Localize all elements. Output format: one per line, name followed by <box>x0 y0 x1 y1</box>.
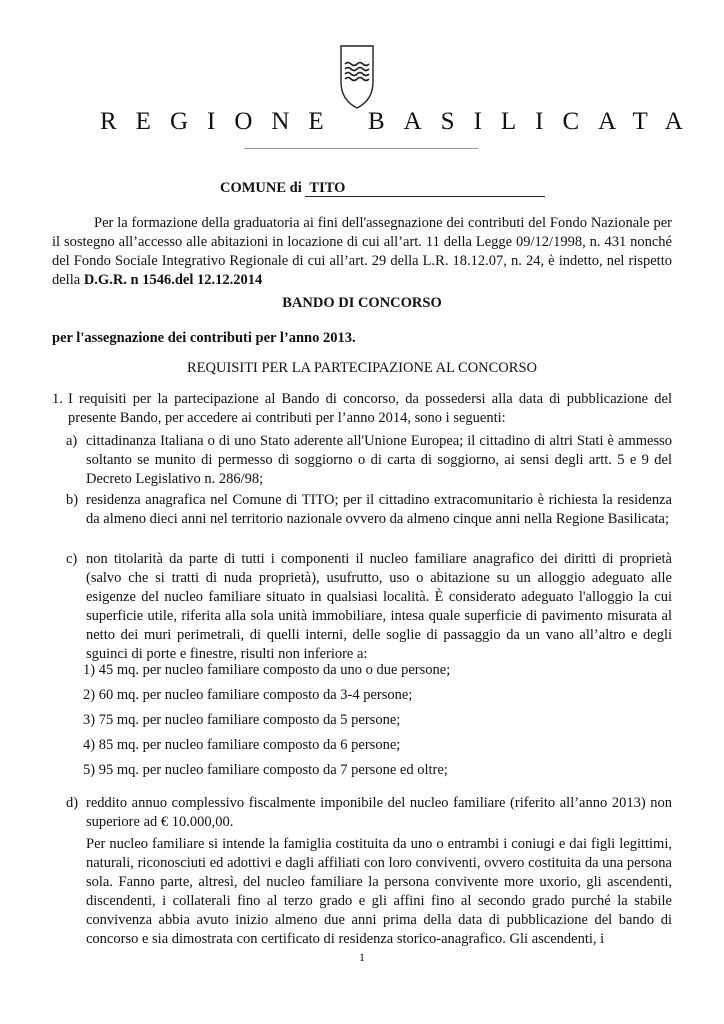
subitem-text: non titolarità da parte di tutti i componenti il nucleo familiare anagrafico dei diritti di proprietà (salvo che si tratti di nuda proprietà), usufrutto, uso o abitazione su un alloggio adeguato alle esigenze del nucleo familiare situato in qualsiasi località. È considerato adeguato l'alloggio la cui superficie utile, riferita alla sola unità immobiliare, intesa quale superficie di pavimento misurata al netto dei muri perimetrali, di quelli interni, delle soglie di passaggio da un vano all’altro e degli sguinci di porte e finestre, risulti non inferiore a: <box>86 551 672 662</box>
subitem-label: a) <box>66 433 78 449</box>
subitem-d <box>66 794 672 832</box>
subitem-label: c) <box>66 551 78 567</box>
surface-list-item: 5) 95 mq. per nucleo familiare composto da 7 persone ed oltre; <box>83 762 448 778</box>
surface-list-item: 2) 60 mq. per nucleo familiare composto da 3-4 persone; <box>83 687 413 703</box>
requisiti-title: REQUISITI PER LA PARTECIPAZIONE AL CONCORSO <box>187 360 537 376</box>
subitem-text: residenza anagrafica nel Comune di TITO; per il cittadino extracomunitario è richiesta la residenza da almeno dieci anni nel territorio nazionale ovvero da almeno cinque anni nella Regione Basilicata; <box>86 492 672 527</box>
subitem-b <box>66 491 672 529</box>
requirement-item-1 <box>52 390 672 428</box>
subitem-label: b) <box>66 492 79 508</box>
page-number: 1 <box>359 950 365 964</box>
comune-label: COMUNE di <box>220 180 302 196</box>
basilicata-crest-icon <box>338 42 376 110</box>
comune-name-field: TITO <box>305 180 545 197</box>
subitem-a <box>66 432 672 489</box>
subitem-text: cittadinanza Italiana o di uno Stato aderente all'Unione Europea; il cittadino di altri Stati è ammesso soltanto se munito di permesso di soggiorno o di carta di soggiorno, ai sensi degli artt. 5 e 9 del Decreto Legislativo n. 286/98; <box>86 433 672 487</box>
surface-list-item: 3) 75 mq. per nucleo familiare composto da 5 persone; <box>83 712 401 728</box>
surface-list-item: 1) 45 mq. per nucleo familiare composto da uno o due persone; <box>83 662 451 678</box>
intro-paragraph <box>52 214 672 290</box>
nucleo-familiare-paragraph: Per nucleo familiare si intende la famiglia costituita da uno o entrambi i coniugi e dai figli legittimi, naturali, riconosciuti ed adottivi e dagli affiliati con loro conviventi, ovvero costituita da una persona sola. Fanno parte, altresì, del nucleo familiare la persona convivente more uxorio, gli ascendenti, discendenti, i collaterali fino al terzo grado e gli affini fino al secondo grado purché la stabile convivenza abbia avuto inizio almeno due anni prima della data di pubblicazione del bando di concorso e sia dimostrata con certificato di residenza storico-anagrafico. Gli ascendenti, i <box>86 836 672 947</box>
subitem-c <box>66 550 672 664</box>
item-number: 1. <box>52 391 63 407</box>
intro-text: Per la formazione della graduatoria ai fini dell'assegnazione dei contributi del Fondo Nazionale per il sostegno all’accesso alle abitazioni in locazione di cui all’art. 11 della Legge 09/12/1998, n. 431 nonché del Fondo Sociale Integrativo Regionale di cui all’art. 29 della L.R. 18.12.07, n. 24, è indetto, nel rispetto della <box>52 215 672 288</box>
bando-title: BANDO DI CONCORSO <box>282 295 442 311</box>
surface-list-item: 4) 85 mq. per nucleo familiare composto da 6 persone; <box>83 737 401 753</box>
item-text: I requisiti per la partecipazione al Bando di concorso, da possedersi alla data di pubblicazione del presente Bando, per accedere ai contributi per l’anno 2014, sono i seguenti: <box>68 391 672 426</box>
comune-line <box>220 180 545 197</box>
region-title: REGIONE BASILICATA <box>100 108 702 135</box>
subitem-label: d) <box>66 795 79 811</box>
dgr-reference: D.G.R. n 1546.del 12.12.2014 <box>83 272 263 288</box>
subitem-text: reddito annuo complessivo fiscalmente imponibile del nucleo familiare (riferito all’anno 2013) non superiore ad € 10.000,00. <box>86 795 672 830</box>
per-anno-heading: per l'assegnazione dei contributi per l’anno 2013. <box>52 330 356 346</box>
title-divider <box>244 148 478 149</box>
